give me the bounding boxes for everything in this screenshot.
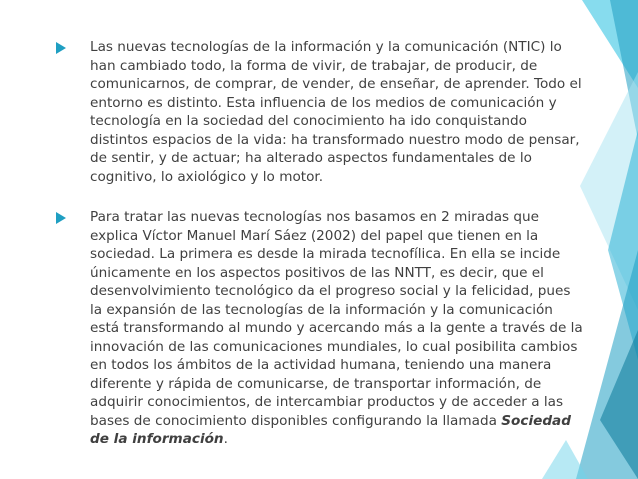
bullet-text bbox=[90, 208, 584, 449]
emphasized-term: Sociedad de la información bbox=[90, 412, 571, 447]
slide-content bbox=[56, 38, 584, 471]
bullet-text-main: Para tratar las nuevas tecnologías nos basamos en 2 miradas que explica Víctor Manuel Marí Sáez (2002) del papel que tienen en la sociedad. La primera es desde la mirada tecnofílica. En ella se incide únicamente en los aspectos positivos de las NNTT, es decir, que el desenvolvimiento tecnológico da el progreso social y la felicidad, pues la expansión de las tecnologías de la información y la comunicación está transformando al mundo y acercando más a la gente a través de la innovación de las comunicaciones mundiales, lo cual posibilita cambios en todos los ámbitos de la actividad humana, teniendo una manera diferente y rápida de comunicarse, de transportar información, de adquirir conocimientos, de intercambiar productos y de acceder a las bases de conocimiento disponibles configurando la llamada bbox=[90, 209, 583, 429]
triangle-bullet-icon bbox=[56, 212, 66, 224]
bullet-item bbox=[56, 38, 584, 186]
triangle-bullet-icon bbox=[56, 42, 66, 54]
bullet-text-suffix: . bbox=[223, 431, 228, 447]
bullet-text: Las nuevas tecnologías de la información y la comunicación (NTIC) lo han cambiado todo, la forma de vivir, de trabajar, de producir, de comunicarnos, de comprar, de vender, de enseñar, de aprender. Todo el entorno es distinto. Esta influencia de los medios de comunicación y tecnología en la sociedad del conocimiento ha ido conquistando distintos espacios de la vida: ha transformado nuestro modo de pensar, de sentir, y de actuar; ha alterado aspectos fundamentales de lo cognitivo, lo axiológico y lo motor. bbox=[90, 39, 582, 185]
bullet-item bbox=[56, 208, 584, 449]
